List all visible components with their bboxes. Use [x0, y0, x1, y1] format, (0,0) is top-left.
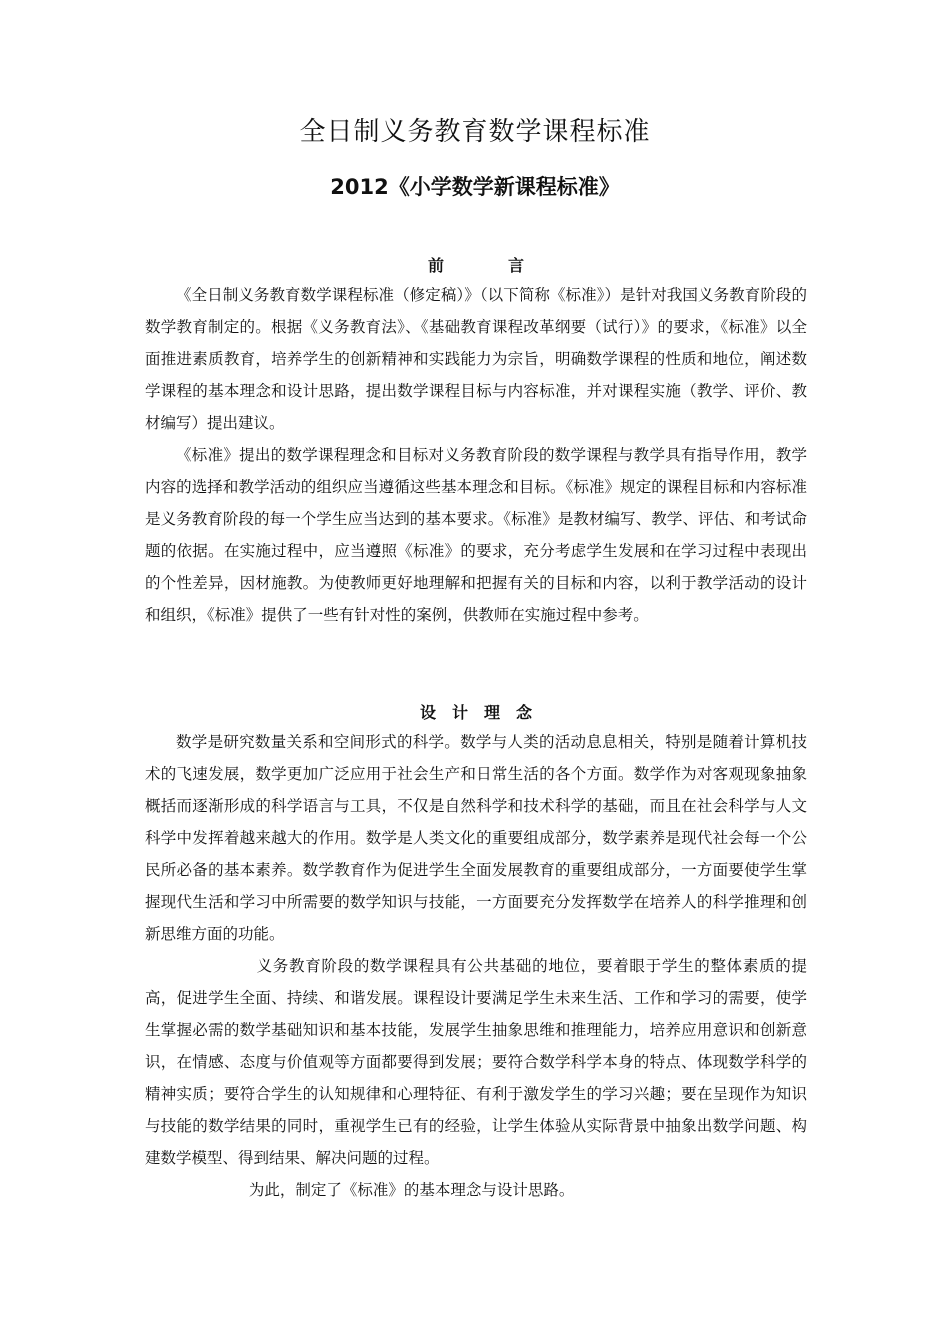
- design-paragraph: 数学是研究数量关系和空间形式的科学。数学与人类的活动息息相关，特别是随着计算机技术的飞速发展，数学更加广泛应用于社会生产和日常生活的各个方面。数学作为对客观现象抽象概括而逐渐形成的科学语言与工具，不仅是自然科学和技术科学的基础，而且在社会科学与人文科学中发挥着越来越大的作用。数学是人类文化的重要组成部分，数学素养是现代社会每一个公民所必备的基本素养。数学教育作为促进学生全面发展教育的重要组成部分，一方面要使学生掌握现代生活和学习中所需要的数学知识与技能，一方面要充分发挥数学在培养人的科学推理和创新思维方面的功能。: [145, 733, 807, 943]
- document-title: 全日制义务教育数学课程标准: [299, 117, 651, 147]
- preface-paragraph: 《全日制义务教育数学课程标准（修定稿）》（以下简称《标准》）是针对我国义务教育阶段的数学教育制定的。根据《义务教育法》、《基础教育课程改革纲要（试行）》的要求，《标准》以全面推进素质教育，培养学生的创新精神和实践能力为宗旨，明确数学课程的性质和地位，阐述数学课程的基本理念和设计思路，提出数学课程目标与内容标准，并对课程实施（教学、评价、教材编写）提出建议。: [145, 286, 807, 432]
- design-heading: 设 计 理 念: [419, 703, 532, 722]
- preface-heading: 前 言: [427, 256, 524, 275]
- preface-section: [145, 253, 807, 631]
- design-section: [145, 700, 807, 1206]
- preface-paragraph: 《标准》提出的数学课程理念和目标对义务教育阶段的数学课程与教学具有指导作用，教学内容的选择和教学活动的组织应当遵循这些基本理念和目标。《标准》规定的课程目标和内容标准是义务教育阶段的每一个学生应当达到的基本要求。《标准》是教材编写、教学、评估、和考试命题的依据。在实施过程中，应当遵照《标准》的要求，充分考虑学生发展和在学习过程中表现出的个性差异，因材施教。为使教师更好地理解和把握有关的目标和内容，以利于教学活动的设计和组织，《标准》提供了一些有针对性的案例，供教师在实施过程中参考。: [145, 446, 807, 624]
- design-paragraph: 为此，制定了《标准》的基本理念与设计思路。: [248, 1181, 575, 1199]
- document-subtitle: 2012《小学数学新课程标准》: [330, 175, 620, 199]
- design-paragraph: 义务教育阶段的数学课程具有公共基础的地位，要着眼于学生的整体素质的提高，促进学生全面、持续、和谐发展。课程设计要满足学生未来生活、工作和学习的需要，使学生掌握必需的数学基础知识和基本技能，发展学生抽象思维和推理能力，培养应用意识和创新意识，在情感、态度与价值观等方面都要得到发展；要符合数学科学本身的特点、体现数学科学的精神实质；要符合学生的认知规律和心理特征、有利于激发学生的学习兴趣；要在呈现作为知识与技能的数学结果的同时，重视学生已有的经验，让学生体验从实际背景中抽象出数学问题、构建数学模型、得到结果、解决问题的过程。: [145, 957, 807, 1167]
